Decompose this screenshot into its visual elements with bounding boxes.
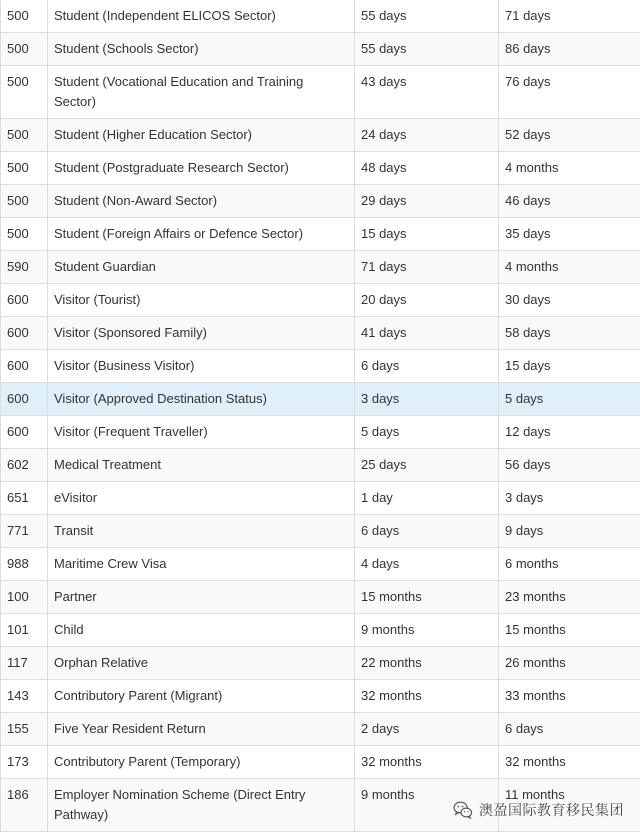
- visa-name-cell: Contributory Parent (Temporary): [48, 746, 355, 779]
- table-row: [1, 152, 640, 185]
- subclass-cell: 771: [1, 515, 48, 548]
- subclass-cell: 500: [1, 218, 48, 251]
- processing-time-90-cell: 30 days: [499, 284, 640, 317]
- processing-time-75-cell: 25 days: [355, 449, 499, 482]
- processing-time-90-cell: 32 months: [499, 746, 640, 779]
- table-row: [1, 581, 640, 614]
- processing-time-90-cell: 58 days: [499, 317, 640, 350]
- processing-time-75-cell: 41 days: [355, 317, 499, 350]
- subclass-cell: 602: [1, 449, 48, 482]
- visa-name-cell: Student (Vocational Education and Training Sector): [48, 66, 355, 119]
- processing-time-75-cell: 9 months: [355, 614, 499, 647]
- processing-time-75-cell: 15 months: [355, 581, 499, 614]
- processing-time-90-cell: 15 months: [499, 614, 640, 647]
- processing-time-90-cell: 6 days: [499, 713, 640, 746]
- visa-name-cell: Student (Postgraduate Research Sector): [48, 152, 355, 185]
- visa-name-cell: Student Guardian: [48, 251, 355, 284]
- processing-time-75-cell: 55 days: [355, 33, 499, 66]
- subclass-cell: 600: [1, 284, 48, 317]
- table-row: [1, 119, 640, 152]
- processing-time-75-cell: 24 days: [355, 119, 499, 152]
- subclass-cell: 651: [1, 482, 48, 515]
- processing-time-90-cell: 35 days: [499, 218, 640, 251]
- processing-time-75-cell: 6 days: [355, 350, 499, 383]
- processing-time-75-cell: 29 days: [355, 185, 499, 218]
- processing-time-75-cell: 48 days: [355, 152, 499, 185]
- processing-time-90-cell: 11 months: [499, 779, 640, 832]
- processing-time-75-cell: 32 months: [355, 680, 499, 713]
- wechat-icon: [453, 801, 473, 819]
- visa-name-cell: eVisitor: [48, 482, 355, 515]
- visa-name-cell: Visitor (Business Visitor): [48, 350, 355, 383]
- processing-time-75-cell: 71 days: [355, 251, 499, 284]
- table-row: [1, 350, 640, 383]
- processing-time-75-cell: 15 days: [355, 218, 499, 251]
- visa-name-cell: Visitor (Sponsored Family): [48, 317, 355, 350]
- subclass-cell: 500: [1, 185, 48, 218]
- processing-time-75-cell: 55 days: [355, 0, 499, 33]
- visa-name-cell: Student (Schools Sector): [48, 33, 355, 66]
- subclass-cell: 101: [1, 614, 48, 647]
- visa-name-cell: Contributory Parent (Migrant): [48, 680, 355, 713]
- subclass-cell: 500: [1, 152, 48, 185]
- processing-time-90-cell: 15 days: [499, 350, 640, 383]
- table-row: [1, 66, 640, 119]
- processing-time-90-cell: 4 months: [499, 251, 640, 284]
- table-row: [1, 515, 640, 548]
- table-row: [1, 317, 640, 350]
- visa-name-cell: Visitor (Tourist): [48, 284, 355, 317]
- visa-name-cell: Student (Non-Award Sector): [48, 185, 355, 218]
- subclass-cell: 143: [1, 680, 48, 713]
- processing-time-90-cell: 33 months: [499, 680, 640, 713]
- processing-time-90-cell: 23 months: [499, 581, 640, 614]
- processing-time-90-cell: 86 days: [499, 33, 640, 66]
- subclass-cell: 500: [1, 119, 48, 152]
- processing-time-75-cell: 6 days: [355, 515, 499, 548]
- subclass-cell: 600: [1, 416, 48, 449]
- visa-name-cell: Visitor (Frequent Traveller): [48, 416, 355, 449]
- processing-time-90-cell: 26 months: [499, 647, 640, 680]
- table-row: [1, 185, 640, 218]
- processing-time-90-cell: 71 days: [499, 0, 640, 33]
- table-row: [1, 284, 640, 317]
- processing-time-75-cell: 43 days: [355, 66, 499, 119]
- subclass-cell: 186: [1, 779, 48, 832]
- processing-time-90-cell: 12 days: [499, 416, 640, 449]
- processing-time-75-cell: 3 days: [355, 383, 499, 416]
- table-row: [1, 416, 640, 449]
- processing-time-90-cell: 6 months: [499, 548, 640, 581]
- processing-time-90-cell: 76 days: [499, 66, 640, 119]
- table-row: [1, 647, 640, 680]
- processing-time-75-cell: 1 day: [355, 482, 499, 515]
- processing-time-90-cell: 5 days: [499, 383, 640, 416]
- subclass-cell: 590: [1, 251, 48, 284]
- visa-name-cell: Medical Treatment: [48, 449, 355, 482]
- subclass-cell: 500: [1, 66, 48, 119]
- processing-time-75-cell: 2 days: [355, 713, 499, 746]
- table-row: [1, 713, 640, 746]
- visa-name-cell: Transit: [48, 515, 355, 548]
- processing-time-90-cell: 3 days: [499, 482, 640, 515]
- subclass-cell: 500: [1, 0, 48, 33]
- watermark: [453, 800, 624, 820]
- subclass-cell: 173: [1, 746, 48, 779]
- visa-name-cell: Child: [48, 614, 355, 647]
- visa-name-cell: Five Year Resident Return: [48, 713, 355, 746]
- subclass-cell: 600: [1, 317, 48, 350]
- processing-time-90-cell: 56 days: [499, 449, 640, 482]
- visa-name-cell: Student (Foreign Affairs or Defence Sector): [48, 218, 355, 251]
- processing-time-90-cell: 52 days: [499, 119, 640, 152]
- visa-name-cell: Partner: [48, 581, 355, 614]
- subclass-cell: 600: [1, 383, 48, 416]
- subclass-cell: 988: [1, 548, 48, 581]
- table-row: [1, 0, 640, 33]
- processing-time-90-cell: 46 days: [499, 185, 640, 218]
- visa-name-cell: Student (Independent ELICOS Sector): [48, 0, 355, 33]
- processing-time-90-cell: 9 days: [499, 515, 640, 548]
- subclass-cell: 100: [1, 581, 48, 614]
- table-row: [1, 614, 640, 647]
- subclass-cell: 600: [1, 350, 48, 383]
- subclass-cell: 500: [1, 33, 48, 66]
- table-row: [1, 680, 640, 713]
- visa-name-cell: Visitor (Approved Destination Status): [48, 383, 355, 416]
- table-row: [1, 218, 640, 251]
- table-row: [1, 548, 640, 581]
- subclass-cell: 155: [1, 713, 48, 746]
- subclass-cell: 117: [1, 647, 48, 680]
- table-row: [1, 449, 640, 482]
- watermark-text: 澳盈国际教育移民集团: [479, 803, 624, 819]
- processing-time-75-cell: 5 days: [355, 416, 499, 449]
- visa-name-cell: Employer Nomination Scheme (Direct Entry Pathway): [48, 779, 355, 832]
- table-body: [1, 0, 640, 832]
- table-row: [1, 482, 640, 515]
- processing-time-75-cell: 4 days: [355, 548, 499, 581]
- table-row: [1, 251, 640, 284]
- processing-time-75-cell: 20 days: [355, 284, 499, 317]
- processing-time-75-cell: 32 months: [355, 746, 499, 779]
- table-row: [1, 746, 640, 779]
- table-row: [1, 383, 640, 416]
- processing-time-75-cell: 9 months: [355, 779, 499, 832]
- table-row: [1, 33, 640, 66]
- visa-name-cell: Student (Higher Education Sector): [48, 119, 355, 152]
- visa-name-cell: Orphan Relative: [48, 647, 355, 680]
- visa-name-cell: Maritime Crew Visa: [48, 548, 355, 581]
- processing-time-75-cell: 22 months: [355, 647, 499, 680]
- processing-time-90-cell: 4 months: [499, 152, 640, 185]
